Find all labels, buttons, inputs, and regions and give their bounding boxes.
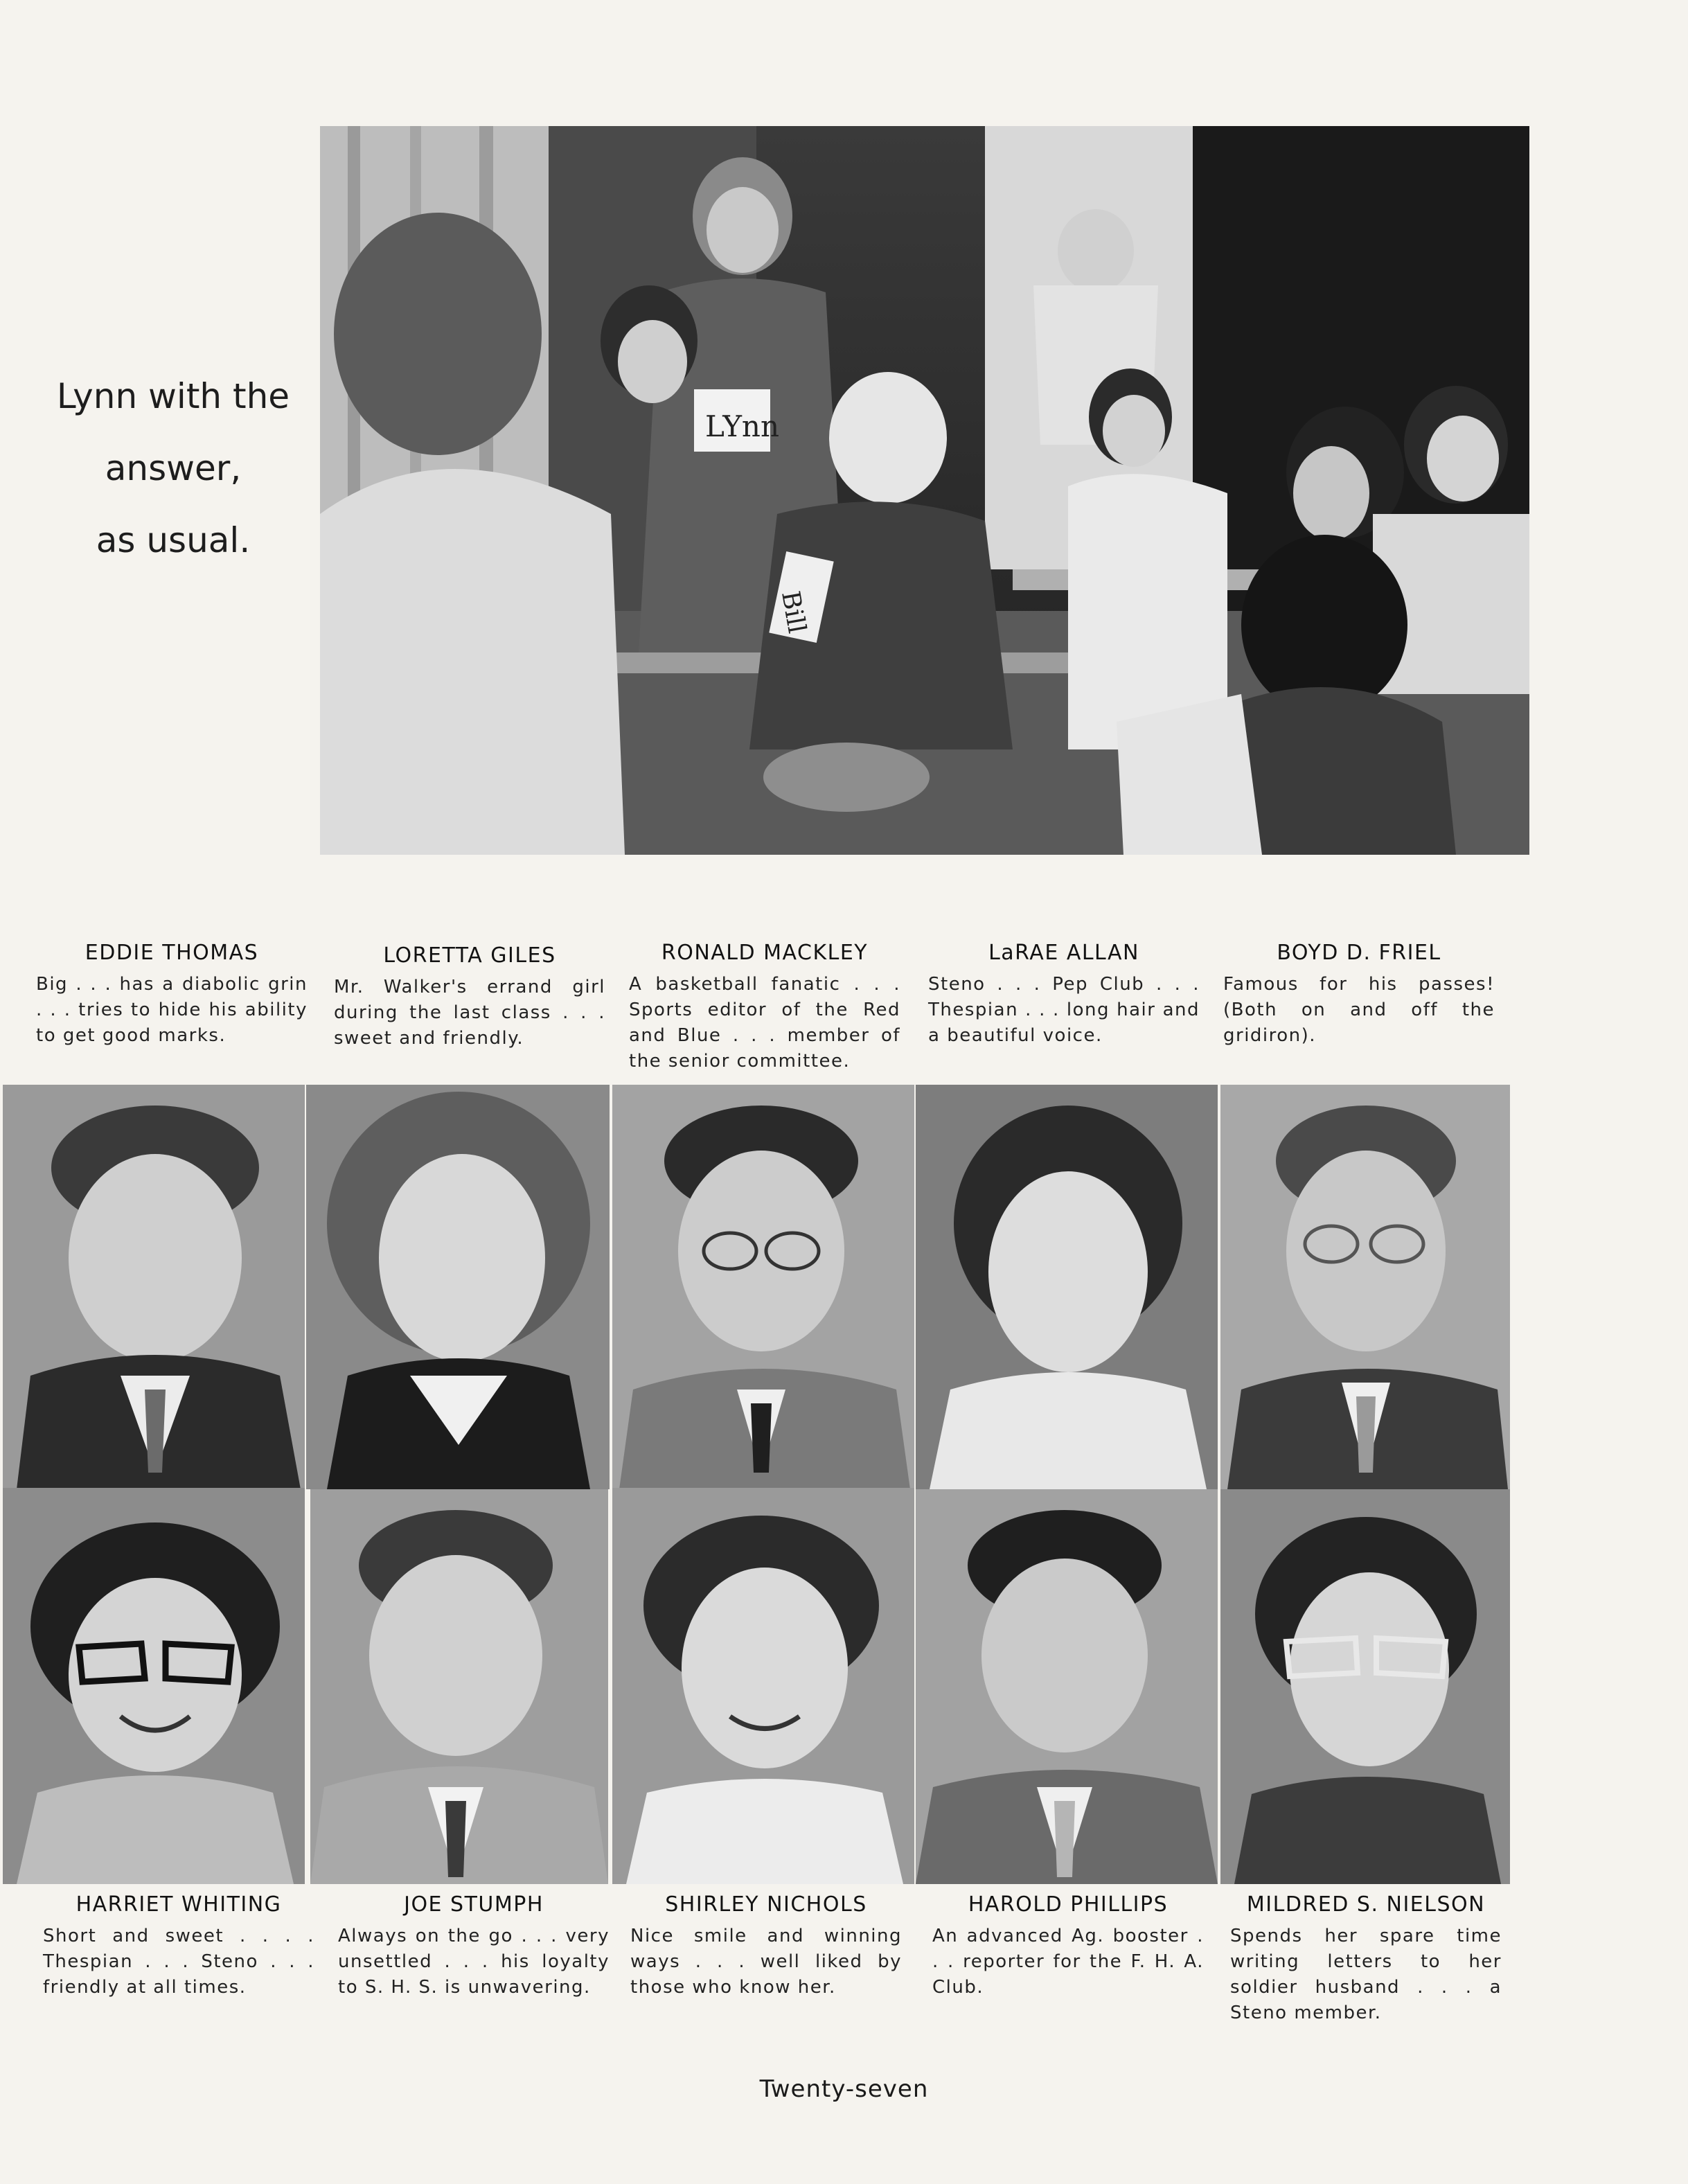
name-tag-bill: Bill bbox=[775, 589, 811, 636]
bio-joe-stumph bbox=[338, 1892, 610, 2000]
bio-boyd-friel bbox=[1223, 941, 1495, 1049]
student-name: RONALD MACKLEY bbox=[661, 941, 869, 965]
bio-ronald-mackley bbox=[629, 941, 900, 1074]
bio-loretta-giles bbox=[334, 943, 605, 1051]
student-name: HAROLD PHILLIPS bbox=[968, 1892, 1169, 1917]
bio-eddie-thomas bbox=[36, 941, 308, 1049]
portrait-loretta-giles bbox=[306, 1085, 610, 1489]
bio-harold-phillips bbox=[932, 1892, 1204, 2000]
bio-mildred-nielson bbox=[1230, 1892, 1502, 2026]
student-description: Steno . . . Pep Club . . . Thespian . . . long hair and a beautiful voice. bbox=[928, 974, 1200, 1046]
student-name: HARRIET WHITING bbox=[75, 1892, 282, 1917]
portrait-shirley-nichols bbox=[612, 1488, 914, 1884]
bio-larae-allan bbox=[928, 941, 1200, 1049]
student-name: BOYD D. FRIEL bbox=[1277, 941, 1441, 965]
name-tag-lynn: LYnn bbox=[705, 409, 780, 443]
student-name: EDDIE THOMAS bbox=[85, 941, 259, 965]
bio-harriet-whiting bbox=[43, 1892, 314, 2000]
portrait-ronald-mackley bbox=[612, 1085, 914, 1489]
classroom-photo-illustration bbox=[320, 126, 1529, 855]
page-number: Twenty-seven bbox=[759, 2075, 929, 2103]
portrait-mildred-nielson bbox=[1220, 1489, 1510, 1884]
portrait-harriet-whiting bbox=[3, 1488, 305, 1884]
student-description: Mr. Walker's errand girl during the last class . . . sweet and friendly. bbox=[334, 977, 605, 1049]
portrait-joe-stumph bbox=[310, 1489, 608, 1884]
classroom-photo bbox=[320, 126, 1529, 855]
caption-line-2: answer, bbox=[105, 448, 242, 488]
student-description: An advanced Ag. booster . . . reporter for the F. H. A. Club. bbox=[932, 1926, 1204, 1998]
student-name: LORETTA GILES bbox=[383, 943, 556, 968]
student-description: Spends her spare time writing letters to her soldier husband . . . a Steno member. bbox=[1230, 1926, 1502, 2023]
portrait-eddie-thomas bbox=[3, 1085, 305, 1489]
photo-caption bbox=[42, 360, 305, 576]
portrait-harold-phillips bbox=[916, 1489, 1218, 1884]
bio-shirley-nichols bbox=[630, 1892, 902, 2000]
student-name: JOE STUMPH bbox=[404, 1892, 544, 1917]
student-description: Nice smile and winning ways . . . well liked by those who know her. bbox=[630, 1926, 902, 1998]
student-description: Always on the go . . . very unsettled . . . his loyalty to S. H. S. is unwavering. bbox=[338, 1926, 610, 1998]
student-description: Big . . . has a diabolic grin . . . tries to hide his ability to get good marks. bbox=[36, 974, 308, 1046]
student-name: LaRAE ALLAN bbox=[988, 941, 1139, 965]
student-description: Famous for his passes! (Both on and off the gridiron). bbox=[1223, 974, 1495, 1046]
student-description: A basketball fanatic . . . Sports editor of the Red and Blue . . . member of the senior committee. bbox=[629, 974, 900, 1072]
student-description: Short and sweet . . . . Thespian . . . Steno . . . friendly at all times. bbox=[43, 1926, 314, 1998]
student-name: SHIRLEY NICHOLS bbox=[665, 1892, 867, 1917]
portrait-boyd-friel bbox=[1220, 1085, 1510, 1489]
student-name: MILDRED S. NIELSON bbox=[1246, 1892, 1486, 1917]
portrait-larae-allan bbox=[916, 1085, 1218, 1489]
caption-line-3: as usual. bbox=[96, 520, 251, 560]
caption-line-1: Lynn with the bbox=[56, 376, 290, 416]
